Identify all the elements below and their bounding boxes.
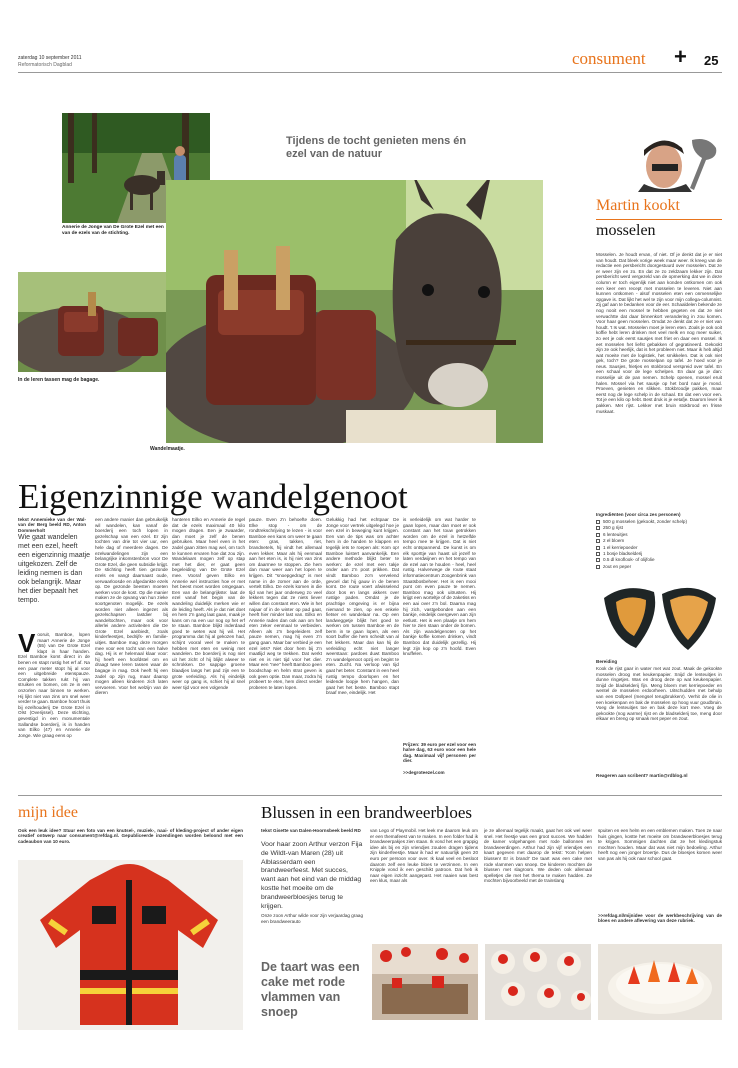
section-title: consument bbox=[572, 49, 646, 68]
article-col-3-text: hanteren Eilko en Annerie de regel dat de ezels maximaal 40 kilo mogen dragen. Een je zwaarder, dan moet je zelf de benen gebruiken. Maar heel even in het zadel gaan zitten mag wel, om toch te kunnen ervaren hoe dat zou zijn. Wandelaars mogen zelf op stap met het dier, er gaat geen begeleiding van De Grote Ezel mee. Vooraf geven Eilko en Annerie wel instructies hoe er met het beest moet worden omgegaan. Een van de belangrijkste: laat de ezel vanaf het begin van de wandeling duidelijk merken wie er de leiding heeft. Als je dat niet doet en hem z'n gang laat gaan, maak je kans om na een uur nog op het erf te staan. Bamboe blijkt inderdaad goed te weten wat hij wil. Het programma dat hij al gekozen had, schijnt vooral veel te maken te hebben met eten en weinig met wandelen. De boerderij is nog niet uit het zicht of hij blijkt alweer te schrokken. De sappige groene blaadjes langs het pad zijn een te grote verleiding. Als hij eindelijk weer op gang is, schiet hij al snel weer tijd voor een volgende bbox=[172, 517, 245, 690]
ingredient-item: 6 lenteuitjes bbox=[596, 532, 722, 538]
article-credits: tekst Annemieke van der Wal-van der Berg beeld RD, Anton Dommerholt bbox=[18, 517, 86, 533]
ingredient-item: 1 bosje bladselderij bbox=[596, 551, 722, 557]
blussen-credits: tekst Gisette van Dalen-Hoornsbeek beeld RD bbox=[261, 828, 361, 833]
column-rule bbox=[596, 219, 722, 220]
column-footer: Reageren aan scribent? martin@rdblog.nl bbox=[596, 773, 688, 778]
photo-cupcakes bbox=[485, 944, 591, 1020]
article-col-2-text: een andere manier dan gebruikelijk wil wandelen, kan vanaf de boerderij een toch lopen in gezelschap van een ezel. Er zijn tochten van drie tot vier uur, een hele dag of meerdere dagen. De ezelwandelingen zijn een belangrijke inkomstenbron voor De Grote Ezel, die geen subsidie krijgt. De stichting heeft tien gezonde ezels en vangt daarnaast oude, verwaarloosde en afgedankte ezels op. De gezonde beesten moeten werken voor de kost. Op die manier maken ze de opvang van hun zieke soortgenoten mogelijk. De ezels worden niet alleen ingezet als gezelschapsen lastdier bij wandeltochten, maar ook voor allerlei andere activiteiten die De Grote Ezel aanbiedt, zoals kinderfeestjes, bedrijfs- en familie-uitjes. Bamboe mag deze morgen mee voor een tocht van een halve dag. Hij is er helemaal klaar voor: hij heeft een hoofdstel om en draagt twee leren tassen waar de bagage in mag. Ook heeft hij een zadel op zijn rug, maar daarop mogen alleen kinderen zich laten vervoeren. Voor het welzijn van de dieren bbox=[95, 517, 168, 696]
columnist-photo bbox=[632, 136, 722, 192]
article-col-1 bbox=[18, 632, 90, 778]
article-col-2 bbox=[95, 517, 168, 779]
article-headline: Eigenzinnige wandelgenoot bbox=[18, 477, 408, 516]
ingredient-item: 2 el bloem bbox=[596, 538, 722, 544]
blussen-pullquote: De taart was een cake met rode vlammen van snoep bbox=[261, 960, 360, 1019]
header-date: zaterdag 10 september 2011 bbox=[18, 55, 82, 61]
column-body-text: Mosselen. Je houdt ervan, of niet. Of je denkt dat je er niet van houdt. Dat bleek vorige week maar weer. Ik kreeg van de redactie een persbericht doorgestuurd over mosselen. Dat ze er weer zijn en zo. En dat ze zo zeldzaam lekker zijn. Dat persbericht werd vergezeld van de opmerking dat we in deze column er toch eigenlijk niet aan konden ontkomen om ook een keer een recept met mosselen te leveren. Niet aan kunnen ontkomen - alsof mosselen eten een onmenselijke opgave is. Dat lijkt het wel te zijn voor mijn collega-columnist. Zij gaf aan te bedanken voor de eer. Schaaldelen bekende ze nog nooit een mossel te hebben gegeten en dat ze niet verwachtte dat daar binnenkort verandering in zou komen. Voor haar geen mosselen. Omdat ze denkt dat ze er niet van houdt. 't Is wat. Mosselen moet je leren eten. Zoals je ook ooit koffie hebt leren drinken met veel melk en nog meer suiker, zo eet je ook eerst sausjes met friet en daar een mossel. Ik eet mosselen het liefst gebakken of gegratineerd. Gekookt zijn ze ook heerlijk, dat is het probleem niet. Maar ik heb altijd wat moeite met de logistiek, het smikkelen. Dat is ook niet gek, toch? De grote mosselpan op tafel. Je hoed voor je neus. Sausjes, frietjes en stokbrood verspreid over tafel. En een schaal voor de lege schelpen. En daar ga je dan: mosselije uit de pan nemen. Schelp openen, mossel eruit halen. Mossel via het sausje op het bord naar je mond. Proeven, genieten en slikken. Stokbroodje pakken, maar eerst nog de lege schelp in de schaal. En dat een voor een. Tot je een kilo op hebt. Best druk is je eetafje. Daarom lever ik pakken. Met rijst. Lekker met bruin stokbrood en frisse muskaat. bbox=[596, 252, 722, 414]
page-number: 25 bbox=[704, 53, 719, 68]
article-col-5-text: Gelukkig had het echtpaar De Jonge voor vertrek uitgelegd hoe je een ezel in beweging kunt krijgen. Een van de tips was om achter hem in de handen te klappen en tegelijk iets te roepen als: Kom op! Bamboe luistert aanvankelijk. Een andere methode blijkt beter te werken: de ezel met een takje onder aan z'n poot prikken. Dat vindt Bamboo zo'n vervelend gevoel dat hij gauw in de benen komt. De route voert afwisselend door bos en langs akkers over rustige paden. Omdat je de prachtige omgeving is er bijna niemand te zien, op een enkele fietser en wandelaar na. Op een landweggetje blijkt het goed te werken om tussen Bamboe en de berm in te gaan lopen, als een soort buffer die hem scheidt van al het lekkers. Maar dan kan hij de verleiding echt niet langer weerstaan: pardoes duwt Bamboo z'n wandelgenoot opzij en begint te eten. Zucht. Na verloop van tijd gaat het beter. Constant in een heel rustig tempo doorlopen en het leidende loopje hem hangen, dan gaat het het beste. Bamboo stapt braaf mee, eindelijk. Het bbox=[326, 517, 399, 696]
blussen-col-2 bbox=[370, 828, 478, 936]
blussen-col-3 bbox=[484, 828, 592, 936]
column-subtitle: mosselen bbox=[596, 222, 656, 239]
ingredient-item: 0.5 dl knoflook- of olijfolie bbox=[596, 557, 722, 563]
article-col-6-text: is verleidelijk om wat harder te gaan lopen, maar dan moet er ook constant aan het touw getrokken worden om de ezel in hetzelfde tempo mee te krijgen. Dat is niet echt ontspannend. De kunst is om elk sporttje van haast uit jezelf te laten verdwijnen en het tempo van de ezel aan te houden - heel, heel rustig. Halverwege de route staat informatiecentrum Zoogenbrink van Staatsbosbeheer. Het is een mooi punt om even pauze te nemen. Bamboo mag ook uitrusten. Hij krijgt een worteltje of de zaketiss en een aai over z'n bol. Daarna mag hij zich, vastgebonden aan een bankje, eindelijk overgeven aan zijn eetlust. Het is een plaatje om hem hier te zien staan onder de bomen. Als zijn wandelgenoten op het bankje koffie komen drinken, vindt Bamboo dat duidelijk gezellig. Hij legt zijn kop op z'n hoofd. Even knuffelen. bbox=[403, 517, 476, 657]
prep-title: Bereiding bbox=[596, 659, 618, 664]
dropcap: V bbox=[18, 632, 36, 658]
checkbox-icon bbox=[596, 565, 600, 569]
checkbox-icon bbox=[596, 558, 600, 562]
article-col-1-text: ooruit, Bamboe, lopen maar! Annerie de Jonge (55) van De Grote Ezel klapt in haar handen. Ezel Bamboe komt direct in de benen en stapt rustig het erf af. Na een paar meter stopt hij al voor een uitgebreide etenspauze. Complete takken rukt hij van struiken en bomen, om ze in een onzorlen naar binnen te werken. Hij lijkt niet van zins om snel weer verder te gaan. Bamboe hoort thuis bij ezelhouderij De Grote Ezel in Olst (Overijssel). Deze stichting, gevestigd in een monumentale Sallandse boerderij, is in handen van Eilko (47) en Annerie de Jonge. Wie graag eens op bbox=[18, 632, 90, 738]
caption-main: Wandelmaatje. bbox=[150, 446, 185, 452]
blussen-col-3-text: je ze allemaal tegelijk maakt, gaat het ook wel weer snel. Het feestje was een groot succes. We hadden de kamer volgehangen met rode ballonnen en brandweerdingen. Arthur had zijn vijf vriendjes een kaart gegeven met daarop de tekst: 'Kom helpen blussen! Er is brand!' De taart was een cake met rode vlammen van snoep. De kinderen mochten de blussen met slagroom. We deden ook allemaal spelletjes die met het thema te maken hadden. Ze mochten bijvoorbeeld met de trainslang bbox=[484, 828, 592, 884]
column-title: Martin kookt bbox=[596, 197, 680, 214]
plus-icon: + bbox=[674, 44, 687, 69]
article-col-4 bbox=[249, 517, 322, 779]
photo-headline-overlay: Tijdens de tocht genieten mens én ezel van de natuur bbox=[286, 135, 467, 160]
ingredients-list bbox=[596, 519, 722, 570]
photo-fire-shirt bbox=[18, 860, 243, 1030]
bottom-rule bbox=[18, 795, 722, 796]
caption-bags: In de leren tassen mag de bagage. bbox=[18, 377, 100, 383]
caption-forest: Annerie de Jonge van De Grote Ezel met een van de ezels van de stichting. bbox=[62, 225, 164, 236]
prep-text-body: Kook de rijst gaar in water met wat zout. Maak de gekookte mosselen droog met keukenpapier. Snijd de lenteuitjes in dunne ringetjes. Was en droog deze op wat keukenpapier. Snijd de bladselderij fijn. Meng bloem met kerriepoeder en wentel de mosselen erdoorheen. Uitschudden met behulp van een Dollpeel (mengsel terugbrukken!). Verhit de olie in een koekenpan en bak de mosselen op hoog vuur goudbruin. Voeg de lenteuitjes toe en bak deze kort mee. Voeg de gekookte (nog warme) rijst en de bladselderij toe, meng door elkaar en breng op smaak met peper en zout. bbox=[596, 666, 722, 722]
header-rule bbox=[18, 72, 722, 73]
checkbox-icon bbox=[596, 552, 600, 556]
photo-mussels bbox=[596, 578, 722, 656]
article-col-4-text: pauze. Even z'n behoefte doen. Elke stop - om de rondtrekschrijving te lezen - is voor Bamboe een kans om weer te gaan eten: gras, takken, riet, brandnetels, hij vindt het allemaal even lekker. Maar als hij eenmaal aan het eten is, is hij niet van zins om daarmee te stoppen. Zie hem dan maar weer aan het lopen te krijgen. Dit "snoepgedrag" is met name in de zomer aan de orde, vertelt Eilko. De ezels komen in die tijd van het jaar onderweg zo veel lekkers tegen dat ze niets liever willen dan constant eten. Wie in het najaar of in de winter op pad gaat, heeft hier minder last van. Eilko en Annerie raden dan ook aan om het eten zeker eenmaal te verbieden. Alleen als z'n begeleiders zelf pauze nemen, mag hij even z'n gang gaan. Maar bar verbied je een ezel iets? Niet door hem bij z'n maatlijd weg te trekken. Dat werkt niet en is niet tijd voor het dier. Maar een "nee" heeft Bamboo geen boodschap en helm strat geven is ook geen optie. Dan maar, zodra hij probeert te eten, hem direct verder proberen te laten lopen. bbox=[249, 517, 322, 690]
article-col-6 bbox=[403, 517, 476, 739]
column-body bbox=[596, 252, 722, 510]
blussen-note[interactable]: >>refdag.nl/mijnidee voor de werkbeschrijving van de bloes en andere aflevering van deze rubriek. bbox=[598, 913, 722, 924]
photo-donkey-bags bbox=[18, 272, 166, 372]
mijn-idee-title: mijn idee bbox=[18, 804, 78, 821]
photo-party-room bbox=[372, 944, 478, 1020]
checkbox-icon bbox=[596, 526, 600, 530]
blussen-title: Blussen in een brandweerbloes bbox=[261, 803, 473, 822]
checkbox-icon bbox=[596, 539, 600, 543]
blussen-col-4 bbox=[598, 828, 722, 898]
ingredient-item: zout en peper bbox=[596, 564, 722, 570]
blussen-col-2-text: van Lego of Playmobil. Het leek me daarom leuk om er een themafeest van te maken. In een folder had ik brandweerpakjes zien staan. Ik vond het een grappig idee als bij en zijn vriendjes zouden dragen tijdens zijn kinderfeestje. Maar ik had er natuurlijk geen 20 euro per persoon voor over. Ik kaal veel en besloot daarom zelf een leuke bloes te verzinnen. In een Knipple vond ik een geschikt patroon. Dat heb ik naar eigen inzicht aangepast. Het naaien was best een klus, maar als bbox=[370, 828, 478, 884]
article-intro: Wie gaat wandelen met een ezel, heeft een eigenzinnig maatje uitgekozen. Zelf de leiding nemen is dan ook belangrijk. Maar het dier bepaalt het tempo. bbox=[18, 534, 90, 604]
prep-text bbox=[596, 666, 722, 746]
ingredients-title: Ingrediënten (voor circa zes personen) bbox=[596, 512, 681, 517]
price-note: Prijzen: 39 euro per ezel voor een halve dag, 63 euro voor een hele dag. Maximaal vijf personen per dier. bbox=[403, 742, 477, 764]
ingredient-item: 500 g mosselen (gekookt, zonder schelp) bbox=[596, 519, 722, 525]
article-col-3 bbox=[172, 517, 245, 779]
blussen-col-1 bbox=[261, 913, 363, 943]
photo-donkey-main bbox=[166, 180, 543, 443]
blussen-col-1-text: Onze zoon Arthur wilde voor zijn verjaardag graag een brandweerauto bbox=[261, 913, 363, 924]
blussen-intro: Voor haar zoon Arthur verzon Fija de Wildt-van Maren (28) uit Alblasserdam een brandweerfeest. Met succes, want aan het eind van de middag kostte het moeite om de brandweerbloesjes terug te krijgen. bbox=[261, 841, 363, 910]
blussen-col-4-text: spuiten en een helm en een emblemen maken. Toen ze naar huis gingen, kostte het moeite om brandweerbloesjes terug te krijgen. Sommigen dachten dat ze het kledingstuk mochten houden. Maar dat was niet mijn bedoeling. Arthur heeft nog een jonger broertje. Dus de bloesjes komen weer van pas als hij ook naar school gaat. bbox=[598, 828, 722, 861]
ingredient-item: 1 el kerriepoeder bbox=[596, 545, 722, 551]
checkbox-icon bbox=[596, 520, 600, 524]
checkbox-icon bbox=[596, 546, 600, 550]
mijn-idee-body: Ook een leuk idee? Stuur een foto van een knutsel-, muziek-, naai- of kleding-project of ander eigen creatief ontwerp naar consument@refdag.nl. Gepubliceerde inzendingen worden beloond met een cadeaubon van 10 euro. bbox=[18, 828, 243, 844]
ingredient-item: 250 g rijst bbox=[596, 525, 722, 531]
photo-cake bbox=[598, 944, 722, 1020]
checkbox-icon bbox=[596, 533, 600, 537]
article-col-5 bbox=[326, 517, 399, 779]
article-url[interactable]: >>degroteezel.com bbox=[403, 770, 445, 775]
header-paper: Reformatorisch Dagblad bbox=[18, 62, 72, 68]
